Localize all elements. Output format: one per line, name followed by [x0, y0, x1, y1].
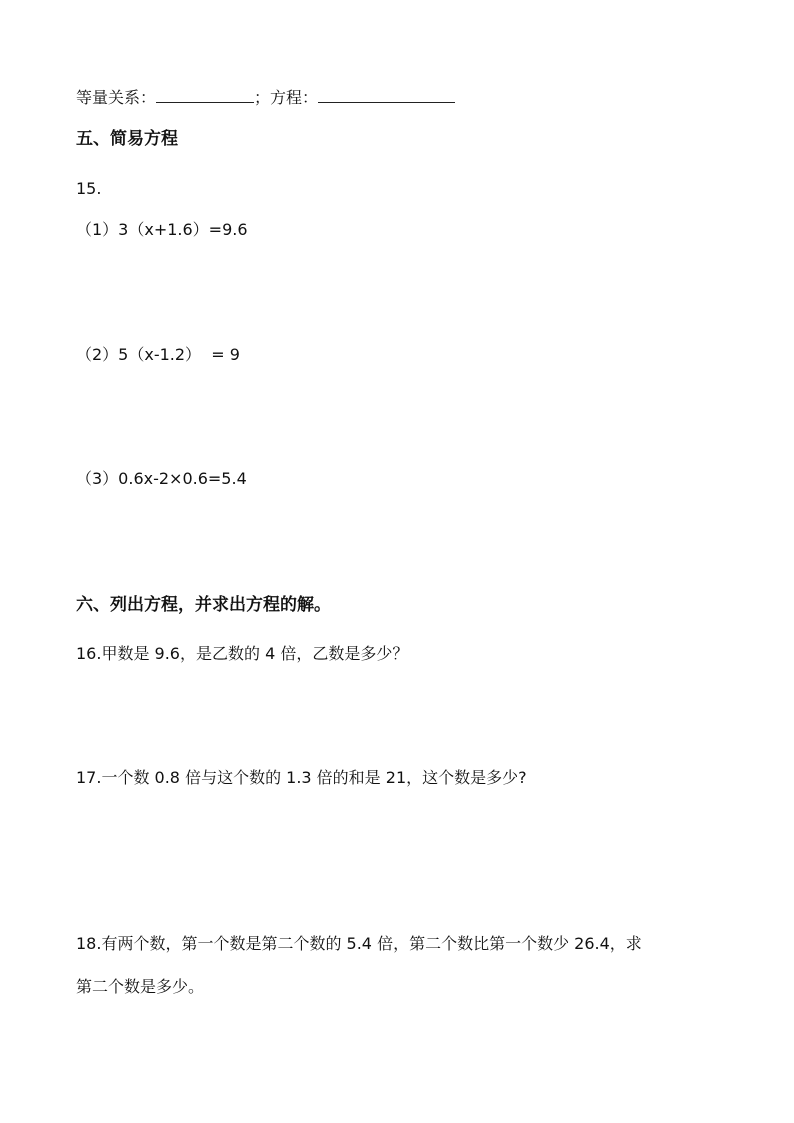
question-17: 17.一个数 0.8 倍与这个数的 1.3 倍的和是 21，这个数是多少?: [76, 768, 527, 787]
equation-label: 方程：: [270, 88, 319, 107]
section-5-title: 五、简易方程: [76, 129, 178, 149]
question-16: 16.甲数是 9.6，是乙数的 4 倍，乙数是多少？: [76, 644, 409, 663]
question-15-part-3: （3）0.6x-2×0.6=5.4: [76, 469, 247, 488]
relation-answer-blank[interactable]: [156, 86, 254, 103]
question-18-line-2: 第二个数是多少。: [76, 977, 205, 996]
question-15-number: 15.: [76, 179, 102, 198]
relation-label: 等量关系：: [76, 88, 157, 107]
question-15-part-2: （2）5（x-1.2） = 9: [76, 345, 240, 364]
section-6-title: 六、列出方程，并求出方程的解。: [76, 595, 331, 615]
question-15-part-1: （1）3（x+1.6）=9.6: [76, 220, 248, 239]
separator: ；: [254, 88, 271, 107]
equation-answer-blank[interactable]: [318, 86, 455, 103]
equation-line: [76, 86, 455, 109]
question-18-line-1: 18.有两个数，第一个数是第二个数的 5.4 倍，第二个数比第一个数少 26.4，求: [76, 934, 642, 953]
